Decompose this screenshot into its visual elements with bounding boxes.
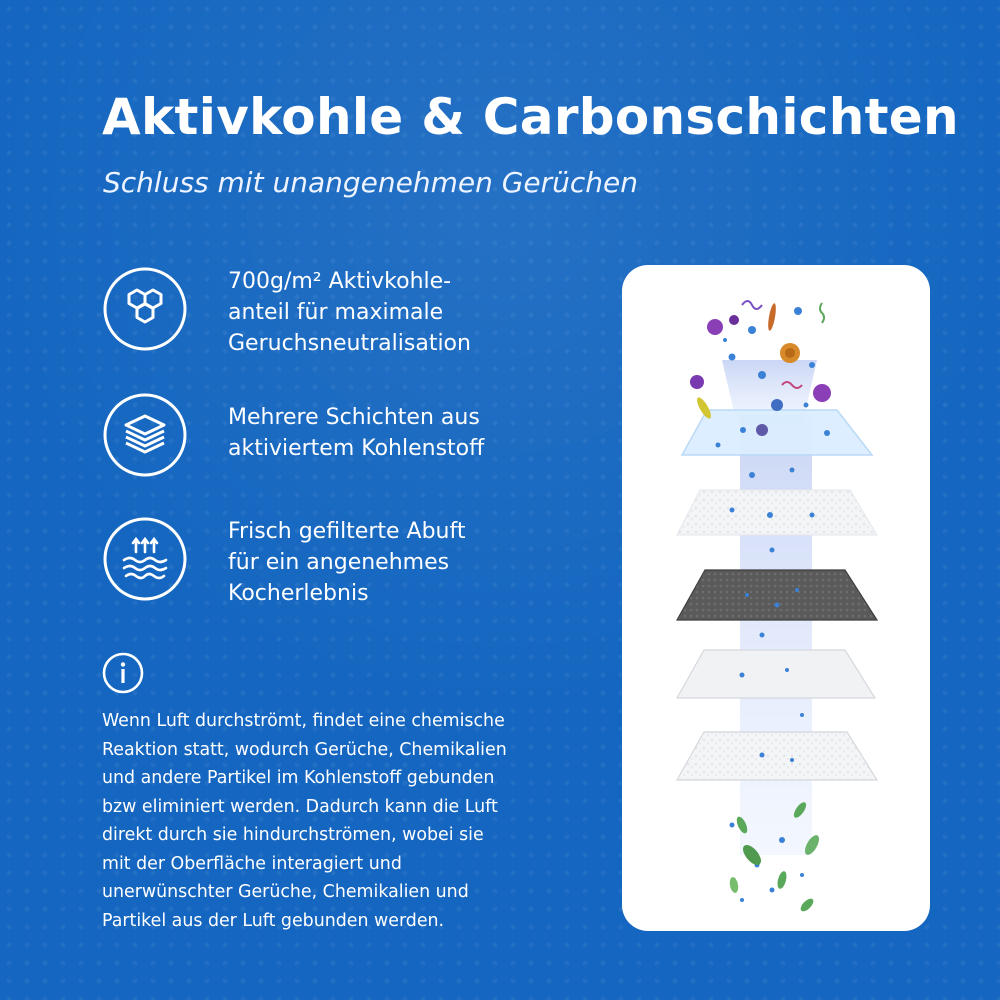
fresh-air-waves-icon [102, 516, 188, 602]
info-line: Partikel aus der Luft gebunden werden. [102, 910, 445, 931]
feature-line: Kocherlebnis [228, 581, 369, 606]
filter-layer-carbon [677, 570, 877, 620]
feature-line: anteil für maximale [228, 300, 444, 325]
filter-layer-white-2 [677, 732, 877, 780]
info-line: und andere Partikel im Kohlenstoff gebunden [102, 768, 495, 788]
feature-line: Geruchsneutralisation [228, 331, 471, 356]
feature-line: aktiviertem Kohlenstoff [228, 436, 485, 461]
feature-line: 700g/m² Aktivkohle- [228, 269, 452, 294]
hexagon-cells-icon [102, 266, 188, 352]
feature-line: Mehrere Schichten aus [228, 405, 480, 430]
filter-illustration-card [622, 265, 930, 931]
info-line: mit der Oberfläche interagiert und [102, 853, 402, 874]
info-line: Wenn Luft durchströmt, findet eine chemische [102, 711, 505, 731]
feature-line: für ein angenehmes [228, 550, 450, 575]
info-line: bzw eliminiert werden. Dadurch kann die Luft [102, 796, 498, 817]
filter-layers-illustration [622, 265, 930, 931]
info-line: Reaktion statt, wodurch Gerüche, Chemikalien [102, 739, 507, 760]
feature-multiple-layers [102, 392, 602, 482]
stacked-layers-icon [102, 392, 188, 478]
feature-fresh-air [102, 516, 602, 606]
info-description [102, 707, 542, 935]
filter-layer-white-1 [677, 650, 875, 698]
feature-activated-carbon [102, 266, 602, 356]
page-subtitle: Schluss mit unangenehmen Gerüchen [103, 166, 639, 199]
info-icon [102, 652, 144, 694]
air-beam [740, 415, 812, 855]
info-line: direkt durch sie hindurchströmen, wobei sie [102, 825, 484, 845]
feature-line: Frisch gefilterte Abuft [228, 519, 466, 544]
info-line: unerwünschter Gerüche, Chemikalien und [102, 882, 469, 902]
page-title: Aktivkohle & Carbonschichten [102, 88, 959, 146]
filter-layer-fleece [677, 490, 877, 535]
